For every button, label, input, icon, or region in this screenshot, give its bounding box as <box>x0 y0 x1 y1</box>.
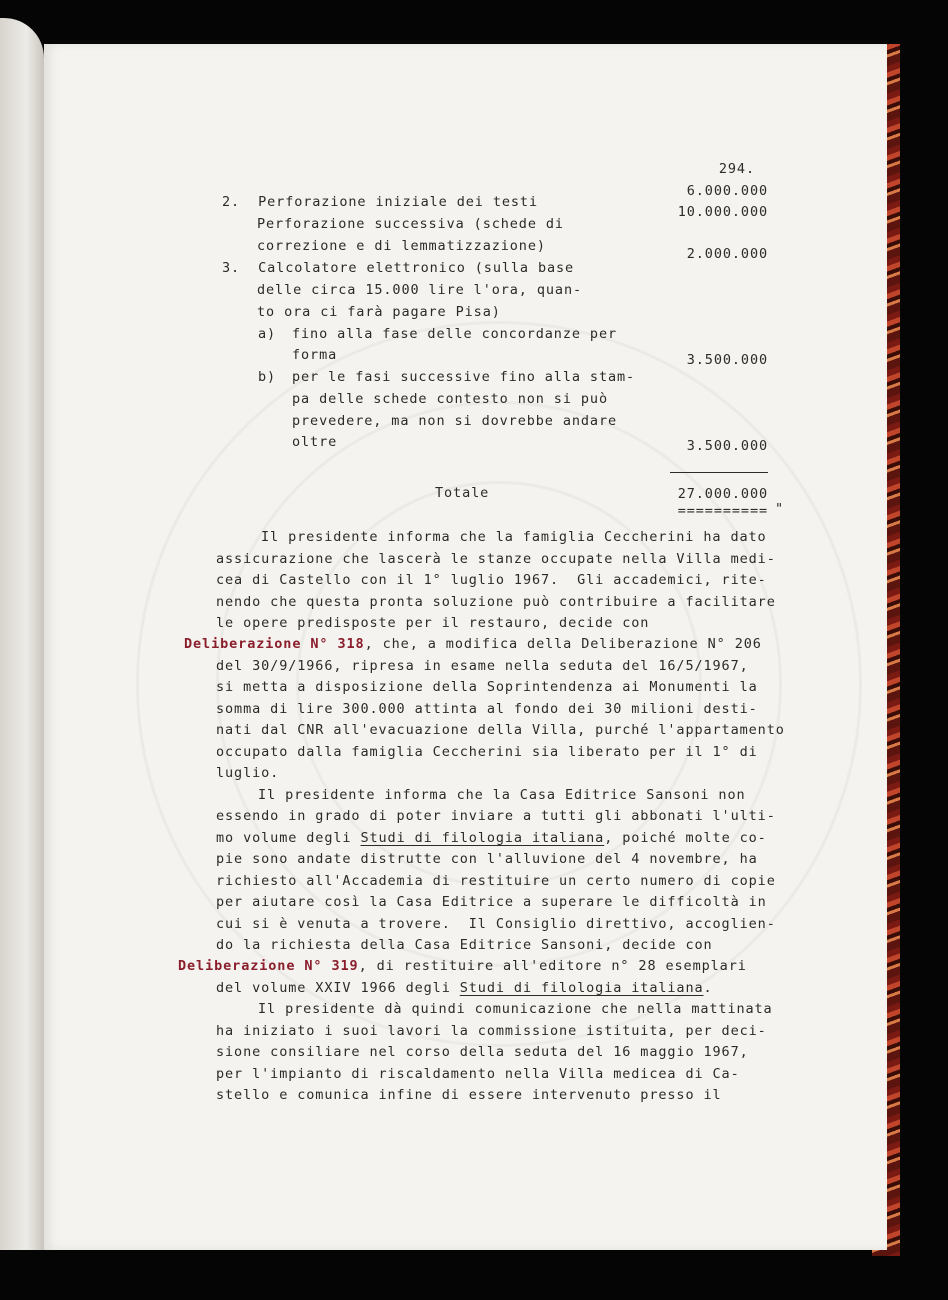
item-2-line-3: correzione e di lemmatizzazione) <box>257 238 546 254</box>
p2-line-10-start: del volume XXIV 1966 degli <box>216 980 460 996</box>
total-rule <box>670 472 768 473</box>
p3-line-5: stello e comunica infine di essere intervenuto presso il <box>216 1087 722 1103</box>
p1-line-2: assicurazione che lascerà le stanze occupate nella Villa medi- <box>216 551 776 567</box>
p2-line-1: Il presidente informa che la Casa Editrice Sansoni non <box>258 787 746 803</box>
p2-line-9 <box>178 960 747 974</box>
closing-quote: " <box>775 501 785 517</box>
amount-top: 6.000.000 <box>686 183 768 199</box>
p1-line-6 <box>184 638 762 652</box>
total-label: Totale <box>435 485 490 501</box>
p3-line-4: per l'impianto di riscaldamento nella Villa medicea di Ca- <box>216 1066 740 1082</box>
item-3-line-3: to ora ci farà pagare Pisa) <box>257 304 501 320</box>
item-2-amount-2: 2.000.000 <box>686 246 768 262</box>
p1-line-4: nendo che questa pronta soluzione può contribuire a facilitare <box>216 594 776 610</box>
item-3-line-1: 3. Calcolatore elettronico (sulla base <box>222 260 575 276</box>
p2-line-3 <box>216 832 767 846</box>
item-2-line-1: 2. Perforazione iniziale dei testi <box>222 194 538 210</box>
p3-line-1: Il presidente dà quindi comunicazione che nella mattinata <box>258 1001 773 1017</box>
p2-line-3-end: , poiché molte co- <box>604 830 767 846</box>
p2-line-5: richiesto all'Accademia di restituire un certo numero di copie <box>216 873 776 889</box>
p2-line-6: per aiutare così la Casa Editrice a superare le difficoltà in <box>216 894 767 910</box>
sub-b-line-3: prevedere, ma non si dovrebbe andare <box>292 413 617 429</box>
sub-a-amount: 3.500.000 <box>686 352 768 368</box>
p2-line-9-rest: , di restituire all'editore n° 28 esemplari <box>358 958 747 974</box>
p2-line-10-end: . <box>703 980 713 996</box>
p2-line-3-start: mo volume degli <box>216 830 361 846</box>
p3-line-3: sione consiliare nel corso della seduta del 16 maggio 1967, <box>216 1044 749 1060</box>
p2-line-7: cui si è venuta a trovere. Il Consiglio direttivo, accoglien- <box>216 916 776 932</box>
total-double-rule: ========== <box>677 503 768 519</box>
p1-line-11: occupato dalla famiglia Ceccherini sia liberato per il 1° di <box>216 744 758 760</box>
p1-line-6-rest: , che, a modifica della Deliberazione N° 206 <box>364 636 762 652</box>
sub-b-amount: 3.500.000 <box>686 438 768 454</box>
sub-b-line-2: pa delle schede contesto non si può <box>292 391 608 407</box>
sub-a-line-1: fino alla fase delle concordanze per <box>292 326 617 342</box>
previous-page-edge <box>0 18 44 1250</box>
p1-line-3: cea di Castello con il 1° luglio 1967. Gli accademici, rite- <box>216 572 767 588</box>
p1-line-9: somma di lire 300.000 attinta al fondo dei 30 milioni desti- <box>216 701 758 717</box>
p2-line-10 <box>216 982 713 996</box>
p2-line-8: do la richiesta della Casa Editrice Sansoni, decide con <box>216 937 713 953</box>
sub-b-line-1: per le fasi successive fino alla stam- <box>292 369 636 385</box>
deliberation-318-label: Deliberazione N° 318 <box>184 636 365 652</box>
p3-line-2: ha iniziato i suoi lavori la commissione istituita, per deci- <box>216 1023 767 1039</box>
p2-line-2: essendo in grado di poter inviare a tutti gli abbonati l'ulti- <box>216 808 776 824</box>
total-amount: 27.000.000 <box>677 486 768 502</box>
journal-title: Studi di filologia italiana <box>360 830 605 846</box>
sub-b-marker: b) <box>258 369 277 385</box>
p1-line-1: Il presidente informa che la famiglia Ceccherini ha dato <box>261 529 767 545</box>
sub-b-line-4: oltre <box>292 434 338 450</box>
sub-a-marker: a) <box>258 326 277 342</box>
sub-a-line-2: forma <box>292 347 338 363</box>
journal-title-2: Studi di filologia italiana <box>459 980 704 996</box>
item-2-amount-1: 10.000.000 <box>677 204 768 220</box>
p2-line-4: pie sono andate distrutte con l'alluvione del 4 novembre, ha <box>216 851 758 867</box>
p1-line-5: le opere predisposte per il restauro, decide con <box>216 615 650 631</box>
p1-line-8: si metta a disposizione della Soprintendenza ai Monumenti la <box>216 679 758 695</box>
deliberation-319-label: Deliberazione N° 319 <box>178 958 359 974</box>
page-number: 294. <box>718 161 755 177</box>
item-2-line-2: Perforazione successiva (schede di <box>257 216 564 232</box>
p1-line-7: del 30/9/1966, ripresa in esame nella seduta del 16/5/1967, <box>216 658 749 674</box>
p1-line-10: nati dal CNR all'evacuazione della Villa, purché l'appartamento <box>216 722 785 738</box>
item-3-line-2: delle circa 15.000 lire l'ora, quan- <box>257 282 582 298</box>
p1-line-12: luglio. <box>216 765 280 781</box>
